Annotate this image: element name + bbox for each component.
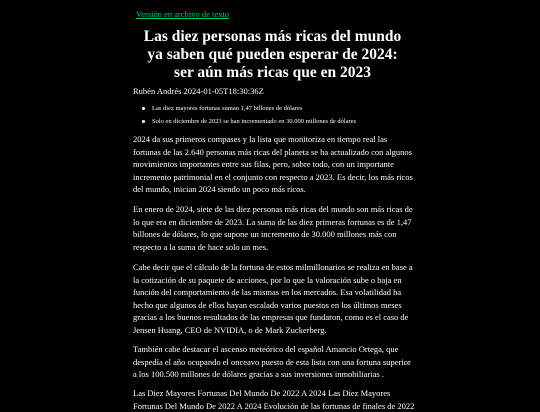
body-paragraph: Las Diez Mayores Fortunas Del Mundo De 2022 A 2024 Las Diez Mayores Fortunas Del Mundo De 2022 A 2024 Evolución de las fortunas de finales de 2022 [133, 388, 415, 411]
text-version-link[interactable]: Versión en archivo de texto [136, 9, 229, 19]
highlights-list [140, 102, 356, 128]
body-paragraph: En enero de 2024, siete de las diez personas más ricas del mundo son más ricas de lo que era en diciembre de 2023. La suma de las diez primeras fortunas es de 1,47 billones de dólares, lo que supone un incremento de 30.000 millones más con respecto a la suma de hace solo un mes. [133, 204, 413, 252]
body-paragraph: Cabe decir que el cálculo de la fortuna de estos milmillonarios se realiza en base a la cotización de su paquete de acciones, por lo que la valoración sube o baja en función del comportamiento de las mismas en los mercados. Esa volatilidad ha hecho que algunos de ellos hayan escalado varios puestos en los últimos meses gracias a los buenos resultados de las empresas que fundaron, como es el caso de Jensen Huang, CEO de NVIDIA, o de Mark Zuckerberg. [133, 262, 413, 335]
highlight-item: Las diez mayores fortunas suman 1,47 billones de dólares [140, 102, 356, 115]
body-paragraph: También cabe destacar el ascenso meteórico del español Amancio Ortega, que despedía el año ocupando el onceavo puesto de esta lista con una fortuna superior a los 100.500 millones de dólares gracias a sus inversiones inmobiliarias . [133, 344, 411, 379]
body-paragraph: 2024 da sus primeros compases y la lista que monitoriza en tiempo real las fortunas de las 2.640 personas más ricas del planeta se ha actualizado con algunos movimientos importantes entre sus filas, pero, sobre todo, con un importante incremento patrimonial en el conjunto con respecto a 2023. Es decir, los más ricos del mundo, inician 2024 siendo un poco más ricos. [133, 134, 413, 194]
article-title: Las diez personas más ricas del mundo ya saben qué pueden esperar de 2024: ser aún más ricas que en 2023 [143, 28, 402, 81]
highlight-item: Solo en diciembre de 2023 se han incrementado en 30.000 millones de dólares [140, 115, 356, 128]
article-byline: Rubén Andrés 2024-01-05T18:30:36Z [133, 86, 264, 96]
